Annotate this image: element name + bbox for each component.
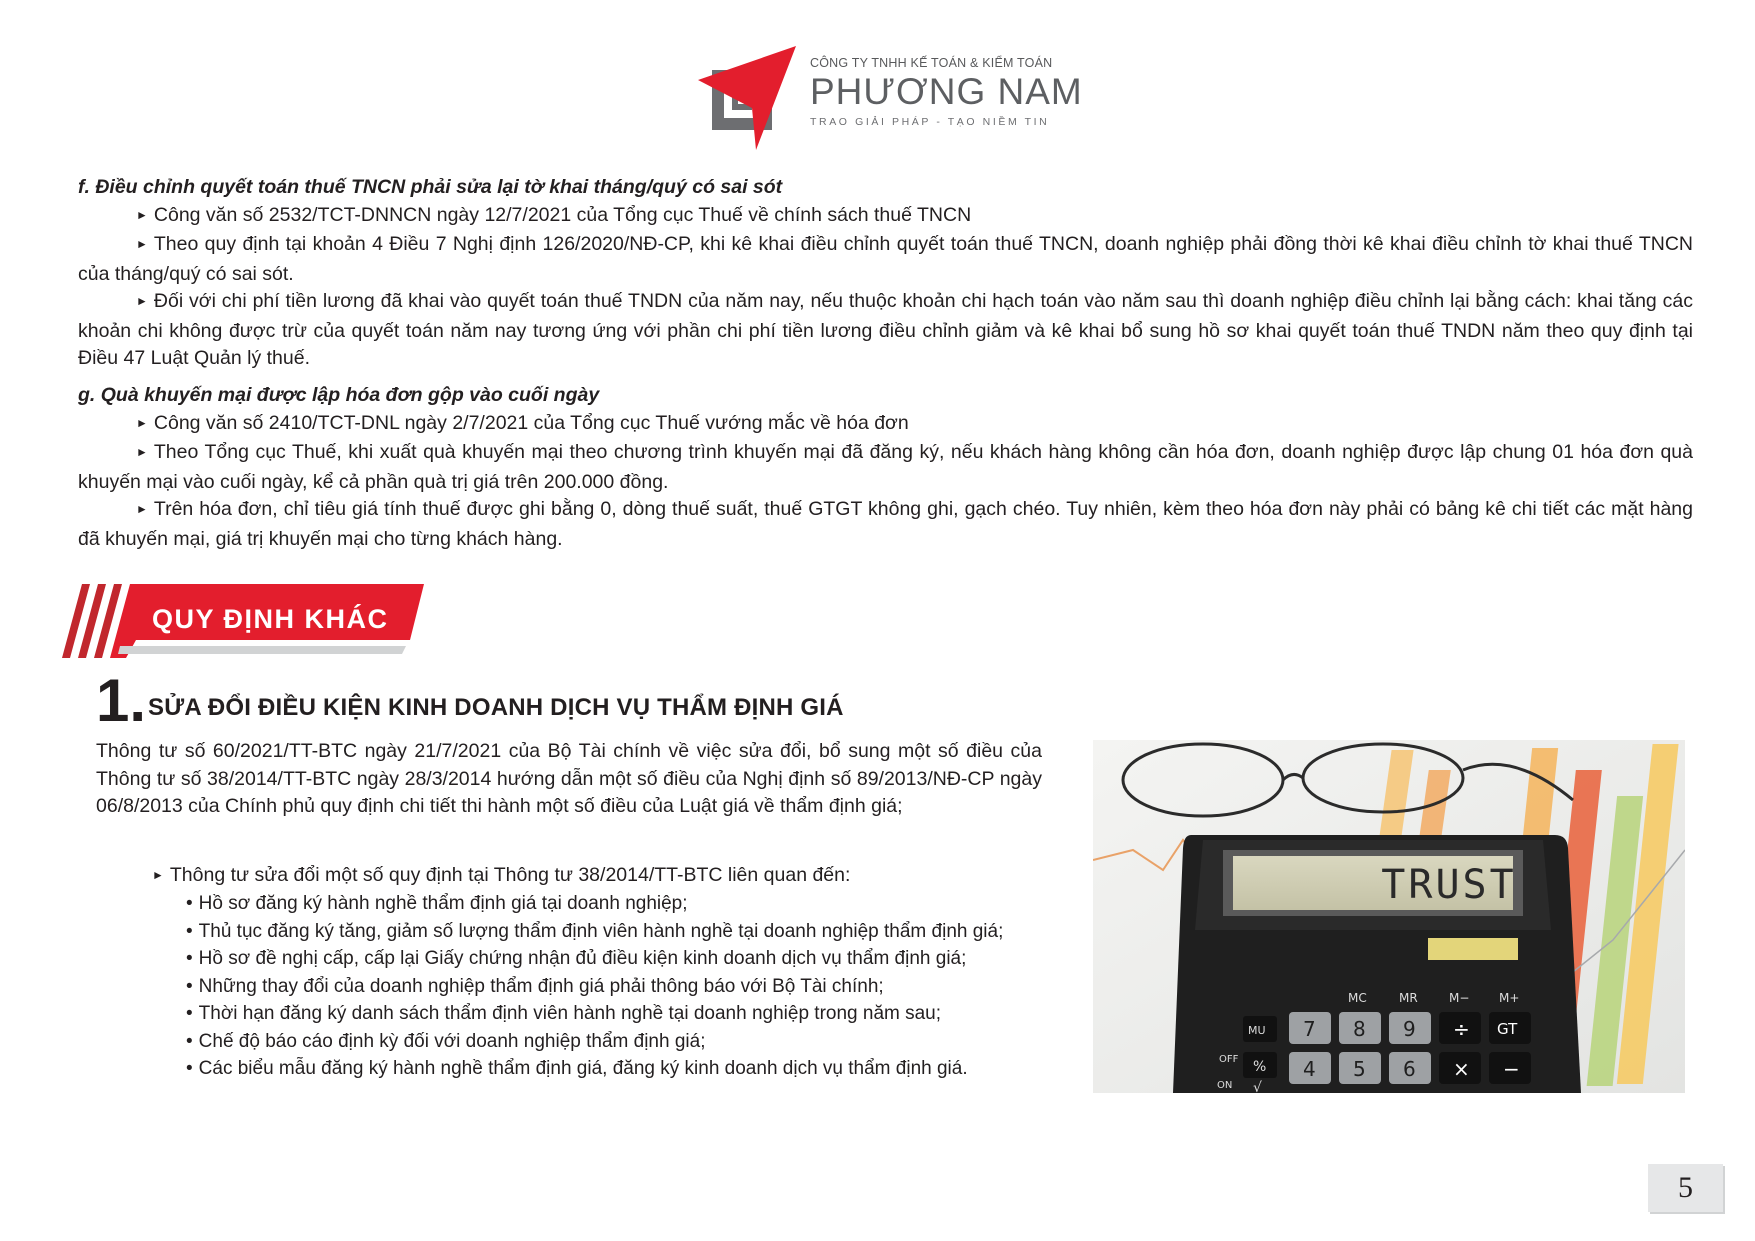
key-label: M−: [1449, 991, 1470, 1005]
regulation-list: [186, 890, 1003, 1083]
key-label: %: [1253, 1059, 1267, 1075]
list-item: • Các biểu mẫu đăng ký hành nghề thẩm định giá, đăng ký kinh doanh dịch vụ thẩm định giá.: [186, 1055, 1003, 1083]
triangle-bullet-icon: ►: [136, 502, 148, 516]
key-label: OFF: [1219, 1054, 1239, 1065]
logo-mark-icon: [698, 46, 798, 150]
paragraph-text: Trên hóa đơn, chỉ tiêu giá tính thuế được ghi bằng 0, dòng thuế suất, thuế GTGT không ghi, gạch chéo. Tuy nhiên, kèm theo hóa đơn này phải có bảng kê chi tiết các mặt hàng đã khuyến mại, giá trị khuyến mại cho từng khách hàng.: [78, 498, 1693, 550]
heading-number: 1.: [96, 667, 147, 734]
triangle-bullet-icon: ►: [136, 445, 148, 459]
section-g: [78, 382, 1693, 553]
paragraph-text: Theo Tổng cục Thuế, khi xuất quà khuyến mại theo chương trình khuyến mại đã đăng ký, nếu khách hàng không cần hóa đơn, doanh nghiệp được lập chung 01 hóa đơn quà khuyến mại vào cuối ngày, kể cả phần quà trị giá trên 200.000 đồng.: [78, 441, 1693, 493]
triangle-bullet-icon: ►: [136, 415, 148, 430]
key-label: MC: [1348, 991, 1367, 1005]
triangle-bullet-icon: ►: [152, 868, 164, 882]
slogan: TRAO GIẢI PHÁP - TẠO NIỀM TIN: [810, 116, 1050, 128]
paragraph-text: Công văn số 2410/TCT-DNL ngày 2/7/2021 của Tổng cục Thuế vướng mắc về hóa đơn: [153, 411, 909, 434]
key-label: 9: [1403, 1017, 1416, 1041]
intro-paragraph: Thông tư số 60/2021/TT-BTC ngày 21/7/2021 của Bộ Tài chính về việc sửa đổi, bổ sung một số điều của Thông tư số 38/2014/TT-BTC ngày 28/3/2014 hướng dẫn một số điều của Nghị định số 89/2013/NĐ-CP ngày 06/8/2013 của Chính phủ quy định chi tiết thi hành một số điều của Luật giá về thẩm định giá;: [96, 740, 1042, 817]
page-number: 5: [1648, 1164, 1723, 1212]
section-g-paragraph-3: [78, 496, 1693, 553]
heading-title: SỬA ĐỔI ĐIỀU KIỆN KINH DOANH DỊCH VỤ THẨM ĐỊNH GIÁ: [148, 694, 844, 721]
key-label: ×: [1453, 1057, 1470, 1081]
key-label: 8: [1353, 1017, 1366, 1041]
brand-name: PHƯƠNG NAM: [810, 71, 1083, 112]
calculator-display-text: TRUST: [1381, 862, 1517, 908]
list-item: • Chế độ báo cáo định kỳ đối với doanh nghiệp thẩm định giá;: [186, 1028, 1003, 1056]
company-line: CÔNG TY TNHH KẾ TOÁN & KIỂM TOÁN: [810, 56, 1053, 70]
list-item: • Hồ sơ đề nghị cấp, cấp lại Giấy chứng nhận đủ điều kiện kinh doanh dịch vụ thẩm định giá;: [186, 945, 1003, 973]
section-g-title: g. Quà khuyến mại được lập hóa đơn gộp vào cuối ngày: [78, 384, 600, 406]
list-lead: [152, 862, 850, 892]
paragraph-text: Đối với chi phí tiền lương đã khai vào quyết toán thuế TNDN của năm nay, nếu thuộc khoản chi hạch toán vào năm sau thì doanh nghiệp điều chỉnh lại bằng cách: khai tăng các khoản chi không được trừ của quyết toán năm nay tương ứng với phần chi phí tiền lương điều chỉnh giảm và kê khai bổ sung hồ sơ khai quyết toán thuế TNDN năm theo quy định tại Điều 47 Luật Quản lý thuế.: [78, 290, 1693, 369]
paragraph-text: Theo quy định tại khoản 4 Điều 7 Nghị định 126/2020/NĐ-CP, khi kê khai điều chỉnh quyết toán thuế TNCN, doanh nghiệp phải đồng thời kê khai điều chỉnh tờ khai thuế TNCN của tháng/quý có sai sót.: [78, 233, 1693, 285]
key-label: MU: [1248, 1024, 1266, 1037]
company-logo: [698, 46, 1083, 150]
list-item: • Hồ sơ đăng ký hành nghề thẩm định giá tại doanh nghiệp;: [186, 890, 1003, 918]
section-f-title: f. Điều chỉnh quyết toán thuế TNCN phải sửa lại tờ khai tháng/quý có sai sót: [78, 176, 783, 198]
list-item: • Thủ tục đăng ký tăng, giảm số lượng thẩm định viên hành nghề tại doanh nghiệp thẩm định giá;: [186, 918, 1003, 946]
key-label: −: [1503, 1057, 1520, 1081]
key-label: ON: [1217, 1080, 1233, 1091]
key-label: M+: [1499, 991, 1520, 1005]
key-label: 4: [1303, 1057, 1316, 1081]
list-lead-text: Thông tư sửa đổi một số quy định tại Thông tư 38/2014/TT-BTC liên quan đến:: [169, 864, 851, 886]
section-g-paragraph-1: [78, 410, 1693, 440]
key-label: GT: [1497, 1020, 1518, 1038]
key-label: 7: [1303, 1017, 1316, 1041]
calculator-photo: [1093, 740, 1685, 1093]
triangle-bullet-icon: ►: [136, 237, 148, 251]
section-f-paragraph-1: [78, 202, 1693, 232]
section-f-paragraph-2: [78, 231, 1693, 288]
key-label: ÷: [1453, 1017, 1470, 1041]
triangle-bullet-icon: ►: [136, 294, 148, 308]
key-label: √: [1253, 1080, 1262, 1093]
list-item: • Thời hạn đăng ký danh sách thẩm định viên hành nghề tại doanh nghiệp trong năm sau;: [186, 1000, 1003, 1028]
triangle-bullet-icon: ►: [136, 207, 148, 222]
paragraph-text: Công văn số 2532/TCT-DNNCN ngày 12/7/2021 của Tổng cục Thuế về chính sách thuế TNCN: [153, 203, 972, 226]
list-item: • Những thay đổi của doanh nghiệp thẩm định giá phải thông báo với Bộ Tài chính;: [186, 973, 1003, 1001]
section-g-paragraph-2: [78, 439, 1693, 496]
key-label: 5: [1353, 1057, 1366, 1081]
section-f-paragraph-3: [78, 288, 1693, 373]
key-label: MR: [1399, 991, 1418, 1005]
section-f: [78, 174, 1693, 373]
banner-label: QUY ĐỊNH KHÁC: [152, 604, 389, 634]
key-label: 6: [1403, 1057, 1416, 1081]
